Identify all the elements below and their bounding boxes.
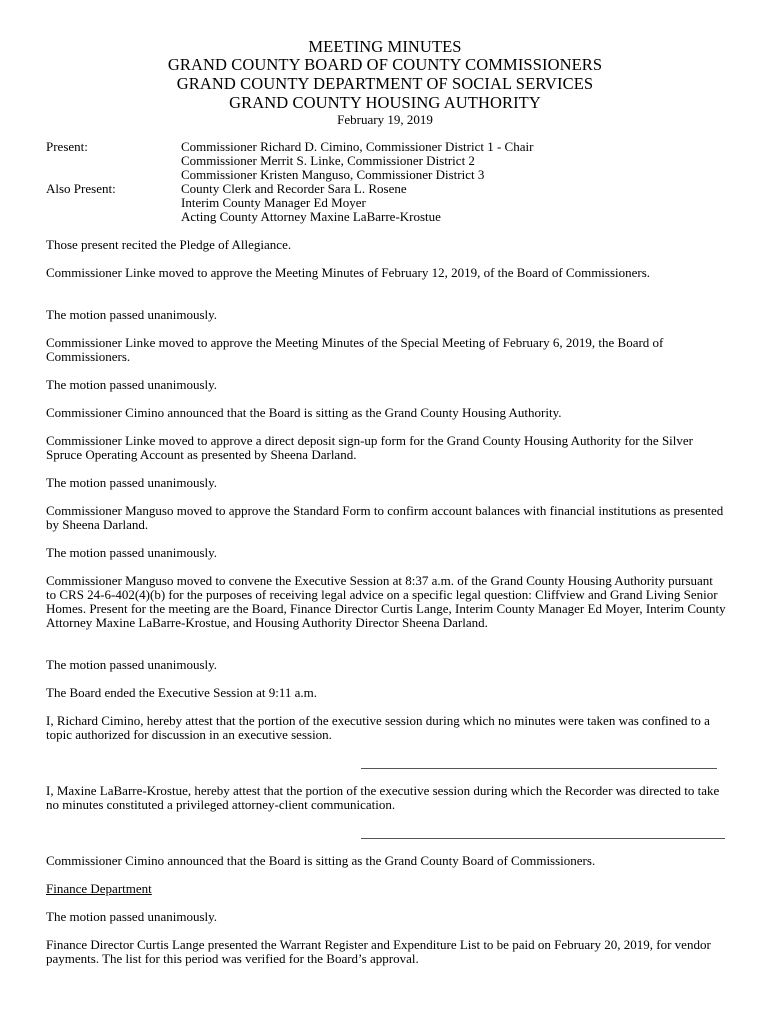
motion-result: The motion passed unanimously. — [46, 377, 218, 392]
minutes-paragraph: Commissioner Cimino announced that the Board is sitting as the Grand County Board of Commissioners. — [46, 853, 596, 868]
present-label: Present: — [46, 139, 88, 154]
also-present-attendee: Acting County Attorney Maxine LaBarre-Krostue — [181, 209, 441, 224]
minutes-paragraph: Commissioner Manguso moved to approve the Standard Form to confirm account balances with financial institutions as presented by Sheena Darland. — [46, 503, 724, 532]
minutes-paragraph: Commissioner Manguso moved to convene the Executive Session at 8:37 a.m. of the Grand County Housing Authority pursuant to CRS 24-6-402(4)(b) for the purposes of receiving legal advice on a specific legal question: Cliffview and Grand Living Senior Homes. Present for the meeting are the Board, Finance Director Curtis Lange, Interim County Manager Ed Moyer, Interim County Attorney Maxine LaBarre-Krostue, and Housing Authority Director Sheena Darland. — [46, 573, 726, 630]
signature-line — [361, 768, 717, 769]
document-subtitle-social-services: GRAND COUNTY DEPARTMENT OF SOCIAL SERVICES — [176, 74, 594, 93]
minutes-paragraph: The Board ended the Executive Session at 9:11 a.m. — [46, 685, 318, 700]
minutes-paragraph: Commissioner Linke moved to approve the Meeting Minutes of February 12, 2019, of the Board of Commissioners. — [46, 265, 651, 280]
also-present-attendee: Interim County Manager Ed Moyer — [181, 195, 366, 210]
attestation-paragraph: I, Richard Cimino, hereby attest that the portion of the executive session during which no minutes were taken was confined to a topic authorized for discussion in an executive session. — [46, 713, 710, 742]
motion-result: The motion passed unanimously. — [46, 909, 218, 924]
minutes-paragraph: Commissioner Linke moved to approve the Meeting Minutes of the Special Meeting of February 6, 2019, the Board of Commissioners. — [46, 335, 664, 364]
also-present-attendee: County Clerk and Recorder Sara L. Rosene — [181, 181, 407, 196]
document-subtitle-housing: GRAND COUNTY HOUSING AUTHORITY — [229, 93, 541, 112]
motion-result: The motion passed unanimously. — [46, 307, 218, 322]
minutes-paragraph: Those present recited the Pledge of Allegiance. — [46, 237, 292, 252]
motion-result: The motion passed unanimously. — [46, 545, 218, 560]
attendee: Commissioner Merrit S. Linke, Commissioner District 2 — [181, 153, 475, 168]
document-subtitle-board: GRAND COUNTY BOARD OF COUNTY COMMISSIONERS — [167, 55, 603, 74]
attendee: Commissioner Kristen Manguso, Commissioner District 3 — [181, 167, 485, 182]
motion-result: The motion passed unanimously. — [46, 657, 218, 672]
section-heading-finance: Finance Department — [46, 881, 152, 896]
minutes-paragraph: Finance Director Curtis Lange presented the Warrant Register and Expenditure List to be paid on February 20, 2019, for vendor payments. The list for this period was verified for the Board’s approval. — [46, 937, 711, 966]
attendee: Commissioner Richard D. Cimino, Commissioner District 1 - Chair — [181, 139, 534, 154]
minutes-paragraph: Commissioner Cimino announced that the Board is sitting as the Grand County Housing Authority. — [46, 405, 562, 420]
signature-line — [361, 838, 725, 839]
meeting-date: February 19, 2019 — [337, 112, 433, 127]
minutes-paragraph: Commissioner Linke moved to approve a direct deposit sign-up form for the Grand County Housing Authority for the Silver Spruce Operating Account as presented by Sheena Darland. — [46, 433, 694, 462]
document-title: MEETING MINUTES — [308, 37, 462, 56]
also-present-label: Also Present: — [46, 181, 116, 196]
attestation-paragraph: I, Maxine LaBarre-Krostue, hereby attest that the portion of the executive session during which the Recorder was directed to take no minutes constituted a privileged attorney-client communication. — [46, 783, 720, 812]
motion-result: The motion passed unanimously. — [46, 475, 218, 490]
